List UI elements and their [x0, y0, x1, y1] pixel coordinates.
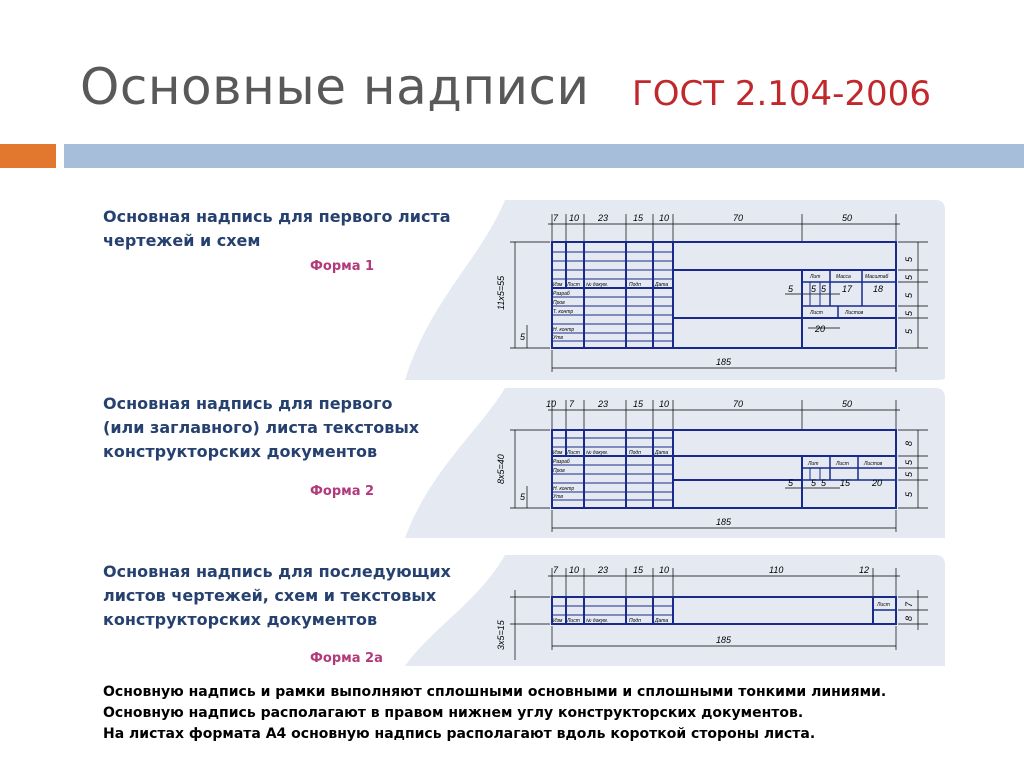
form2-dim-right: 5	[904, 491, 914, 497]
form1-cell-label: Лит	[810, 274, 821, 280]
form2-dim-top: 10	[659, 399, 670, 409]
form1-inner-dim: 18	[873, 284, 884, 294]
form1-dim-right: 5	[904, 328, 914, 334]
form2-cell-label: Лист	[836, 461, 849, 467]
form1-cell-label: Разраб	[553, 291, 570, 297]
form2a-dim-bottom: 185	[716, 635, 732, 645]
form1-cell-label: Подп	[629, 282, 641, 288]
form1-inner-dim: 20	[815, 324, 826, 334]
form1-dim-right: 5	[904, 310, 914, 316]
form2a-cell-label: Лист	[567, 618, 580, 624]
form2-cell-label: Лист	[567, 450, 580, 456]
form2a-dim-top: 7	[553, 565, 559, 575]
form1-dim-top: 10	[569, 213, 580, 223]
form2-cell-label: Изм	[553, 450, 563, 456]
form2a-dim-top: 10	[569, 565, 580, 575]
form1-inner-dim: 5	[811, 284, 817, 294]
form1-dim-right: 5	[904, 256, 914, 262]
form2-dim-right: 8	[904, 440, 914, 446]
form2-cell-label: Дата	[655, 450, 669, 456]
form2a-dim-top: 110	[769, 565, 784, 575]
form1-inner-dim: 5	[788, 284, 794, 294]
form2a-cell-label: Изм	[553, 618, 563, 624]
form1-dim-right: 5	[904, 274, 914, 280]
form1-description-line: Основная надпись для первого листа	[103, 207, 451, 226]
form2-description-line: конструкторских документов	[103, 442, 378, 461]
form2a-description-line: Основная надпись для последующих	[103, 562, 451, 581]
form2a-cell-label: Дата	[655, 618, 669, 624]
form2a-dim-right: 8	[904, 615, 914, 621]
form1-cell-label: Т. контр	[553, 309, 574, 315]
form2a-dim-top: 10	[659, 565, 670, 575]
form2-label: Форма 2	[310, 484, 375, 499]
form1-dim-right: 5	[904, 292, 914, 298]
form2-dim-right: 5	[904, 459, 914, 465]
form1-dim-top: 23	[598, 213, 609, 223]
form2a-cell-label: Лист	[877, 602, 890, 608]
note-line: На листах формата А4 основную надпись располагают вдоль короткой стороны листа.	[103, 726, 816, 742]
form2-dim-left: 5	[520, 492, 526, 502]
note-line: Основную надпись располагают в правом нижнем углу конструкторских документов.	[103, 705, 804, 721]
form2-cell-label: Разраб	[553, 459, 570, 465]
form1-description-line: чертежей и схем	[103, 231, 261, 250]
form2-dim-top: 10	[546, 399, 557, 409]
form1-cell-label: Лист	[810, 310, 823, 316]
form2-inner-dim: 5	[811, 478, 817, 488]
form2-dim-top: 15	[633, 399, 644, 409]
note-line: Основную надпись и рамки выполняют сплошными основными и сплошными тонкими линиями.	[103, 684, 887, 700]
form1-label: Форма 1	[310, 259, 375, 274]
form2-description-line: Основная надпись для первого	[103, 394, 393, 413]
form2a-dim-right: 7	[904, 601, 914, 607]
form2-inner-dim: 20	[872, 478, 883, 488]
form2-cell-label: Н. контр	[553, 486, 575, 492]
form2a-description-line: листов чертежей, схем и текстовых	[103, 586, 437, 605]
form2-cell-label: Утв	[553, 494, 563, 500]
form2-cell-label: Листов	[864, 461, 883, 467]
form1-dim-top: 70	[733, 213, 744, 223]
form1-cell-label: № докум.	[586, 282, 609, 288]
form2-cell-label: Подп	[629, 450, 641, 456]
form2a-dim-top: 12	[859, 565, 870, 575]
form2-cell-label: Лит	[808, 461, 819, 467]
form2a-label: Форма 2а	[310, 651, 383, 666]
form2-dim-bottom: 185	[716, 517, 732, 527]
page-title: Основные надписи	[80, 58, 590, 116]
form2a-dim-top: 23	[598, 565, 609, 575]
form1-cell-label: Масштаб	[865, 274, 889, 280]
form1-cell-label: Н. контр	[553, 327, 575, 333]
form1-cell-label: Дата	[655, 282, 669, 288]
form2-dim-top: 23	[598, 399, 609, 409]
form2a-dim-top: 15	[633, 565, 644, 575]
form1-cell-label: Лист	[567, 282, 580, 288]
form1-dim-left: 5	[520, 332, 526, 342]
form2-dim-top: 7	[569, 399, 575, 409]
form2-dim-top: 50	[842, 399, 853, 409]
form2-cell-label: Пров	[553, 468, 565, 474]
form1-cell-label: Изм	[553, 282, 563, 288]
form1-dim-top: 50	[842, 213, 853, 223]
form2a-height-label: 3x5=15	[496, 620, 506, 650]
form1-height-label: 11x5=55	[496, 275, 506, 310]
form1-inner-dim: 5	[821, 284, 827, 294]
form1-cell-label: Утв	[553, 335, 563, 341]
standard-label: ГОСТ 2.104-2006	[632, 74, 931, 114]
form2-dim-top: 70	[733, 399, 744, 409]
form1-inner-dim: 17	[842, 284, 853, 294]
form1-cell-label: Пров	[553, 300, 565, 306]
form2-description-line: (или заглавного) листа текстовых	[103, 418, 420, 437]
form1-cell-label: Листов	[845, 310, 864, 316]
form1-dim-top: 7	[553, 213, 559, 223]
form2a-cell-label: № докум.	[586, 618, 609, 624]
form2-inner-dim: 15	[840, 478, 851, 488]
form2-dim-right: 5	[904, 471, 914, 477]
form2-inner-dim: 5	[788, 478, 794, 488]
form2a-description-line: конструкторских документов	[103, 610, 378, 629]
form1-cell-label: Масса	[836, 274, 851, 280]
form2a-cell-label: Подп	[629, 618, 641, 624]
form2-cell-label: № докум.	[586, 450, 609, 456]
form1-dim-bottom: 185	[716, 357, 732, 367]
form1-dim-top: 10	[659, 213, 670, 223]
form2-inner-dim: 5	[821, 478, 827, 488]
form1-dim-top: 15	[633, 213, 644, 223]
form2-height-label: 8x5=40	[496, 454, 506, 484]
